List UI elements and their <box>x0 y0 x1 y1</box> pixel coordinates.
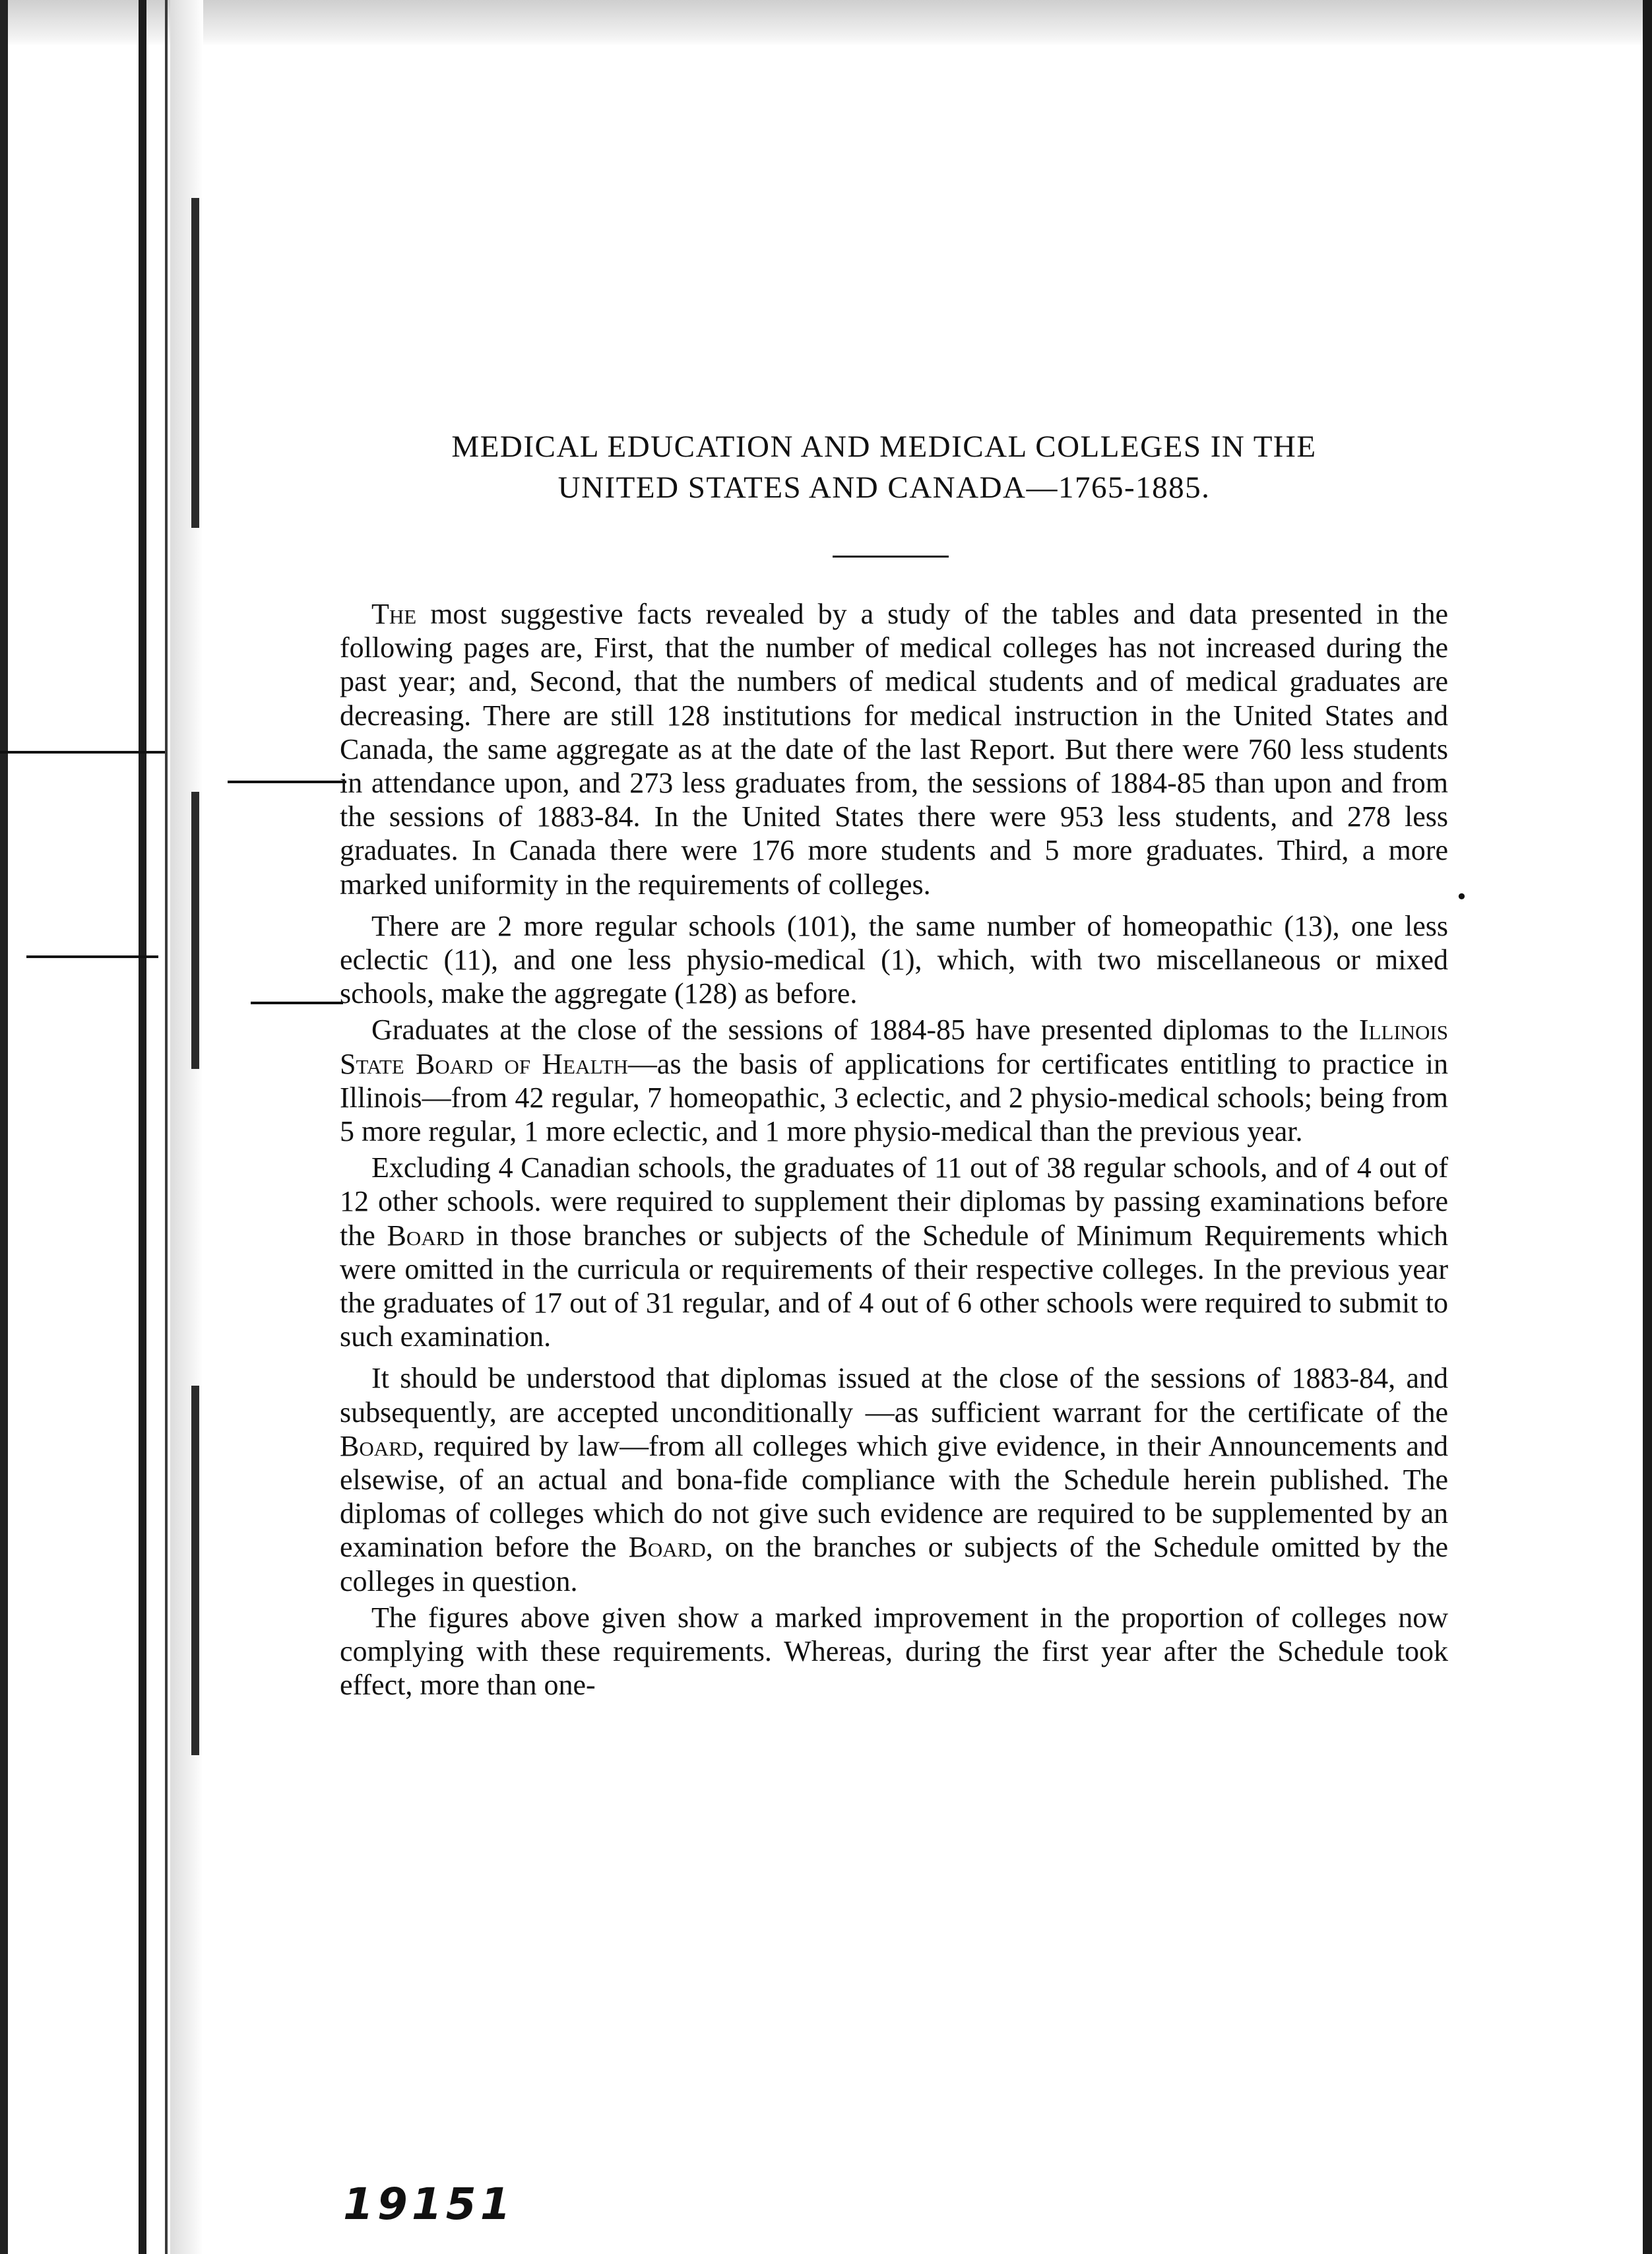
paragraph-4 <box>340 1151 1448 1353</box>
paragraph-text: There are 2 more regular schools (101), the same number of homeopathic (13), one less eclectic (11), and one less physio-medical (1), which, with two miscellaneous or mixed schools, make the aggregate (128) as before. <box>340 909 1448 1010</box>
scan-top-shadow <box>0 0 1652 46</box>
title-line-1: MEDICAL EDUCATION AND MEDICAL COLLEGES IN THE <box>451 430 1317 464</box>
paragraph-3 <box>340 1013 1448 1148</box>
board-name: Board <box>340 1429 418 1462</box>
binding-rule-left <box>139 0 146 2254</box>
paragraph-text: Graduates at the close of the sessions of 1884-85 have presented diplomas to the <box>371 1014 1359 1046</box>
board-name: Illinois State Board of Health <box>340 1014 1448 1080</box>
handwritten-number: 19151 <box>343 2179 515 2230</box>
paragraph-text: , on the branches or subjects of the Schedule omitted by the colleges in question. <box>340 1531 1448 1597</box>
margin-dot: • <box>1455 884 1468 909</box>
paragraph-text: Excluding 4 Canadian schools, the graduates of 11 out of 38 regular schools, and of 4 out of 12 other schools. were required to supplement their diplomas by passing examinations before the <box>340 1151 1448 1252</box>
paragraph-2 <box>340 909 1448 1011</box>
scan-left-edge <box>0 0 8 2254</box>
margin-pencil-line <box>228 781 346 783</box>
margin-pencil-line <box>251 1002 343 1004</box>
board-name: Board <box>628 1531 706 1564</box>
paragraph-text: —as the basis of applications for certificates entitling to practice in Illinois—from 42 regular, 7 homeopathic, 3 eclectic, and 2 physio-medical schools; being from 5 more regular, 1 more eclectic, and 1 more physio-medical than the previous year. <box>340 1047 1448 1148</box>
paragraph-text: The figures above given show a marked improvement in the proportion of colleges now complying with these requirements. Whereas, during the first year after the Schedule took effect, more than one- <box>340 1601 1448 1702</box>
body-text <box>340 597 1448 1705</box>
margin-pencil-line <box>26 955 158 958</box>
binding-stitch-mark <box>191 198 199 528</box>
paragraph-lead-word: The <box>371 598 417 630</box>
paragraph-1 <box>340 597 1448 901</box>
paragraph-text: in those branches or subjects of the Schedule of Minimum Requirements which were omitted in the curricula or requirements of their respective colleges. In the previous year the graduates of 17 out of 31 regular, and of 4 out of 6 other schools were required to submit to such examination. <box>340 1219 1448 1353</box>
page-title <box>323 426 1445 508</box>
scan-right-edge <box>1643 0 1652 2254</box>
title-divider <box>833 556 949 558</box>
paragraph-text: It should be understood that diplomas issued at the close of the sessions of 1883-84, and subsequently, are accepted unconditionally —as sufficient warrant for the certificate of the <box>340 1362 1448 1429</box>
margin-pencil-line <box>0 751 165 754</box>
binding-rule-right <box>165 0 168 2254</box>
title-line-2: UNITED STATES AND CANADA—1765-1885. <box>557 470 1211 505</box>
paragraph-6 <box>340 1601 1448 1702</box>
binding-stitch-mark <box>191 1386 199 1755</box>
paragraph-5 <box>340 1361 1448 1597</box>
board-name: Board <box>387 1219 464 1252</box>
binding-stitch-mark <box>191 792 199 1069</box>
paragraph-text: most suggestive facts revealed by a study of the tables and data presented in the following pages are, First, that the number of medical colleges has not increased during the past year; and, Second, that the numbers of medical students and of medical graduates are decreasing. There are still 128 institutions for medical instruction in the United States and Canada, the same aggregate as at the date of the last Report. But there were 760 less students in attendance upon, and 273 less graduates from, the sessions of 1884-85 than upon and from the sessions of 1883-84. In the United States there were 953 less students, and 278 less graduates. In Canada there were 176 more students and 5 more graduates. Third, a more marked uniformity in the requirements of colleges. <box>340 598 1448 901</box>
paragraph-text: , required by law—from all colleges which give evidence, in their Announcements and elsewise, of an actual and bona-fide compliance with the Schedule herein published. The diplomas of colleges which do not give such evidence are required to be supplemented by an examination before the <box>340 1429 1448 1564</box>
